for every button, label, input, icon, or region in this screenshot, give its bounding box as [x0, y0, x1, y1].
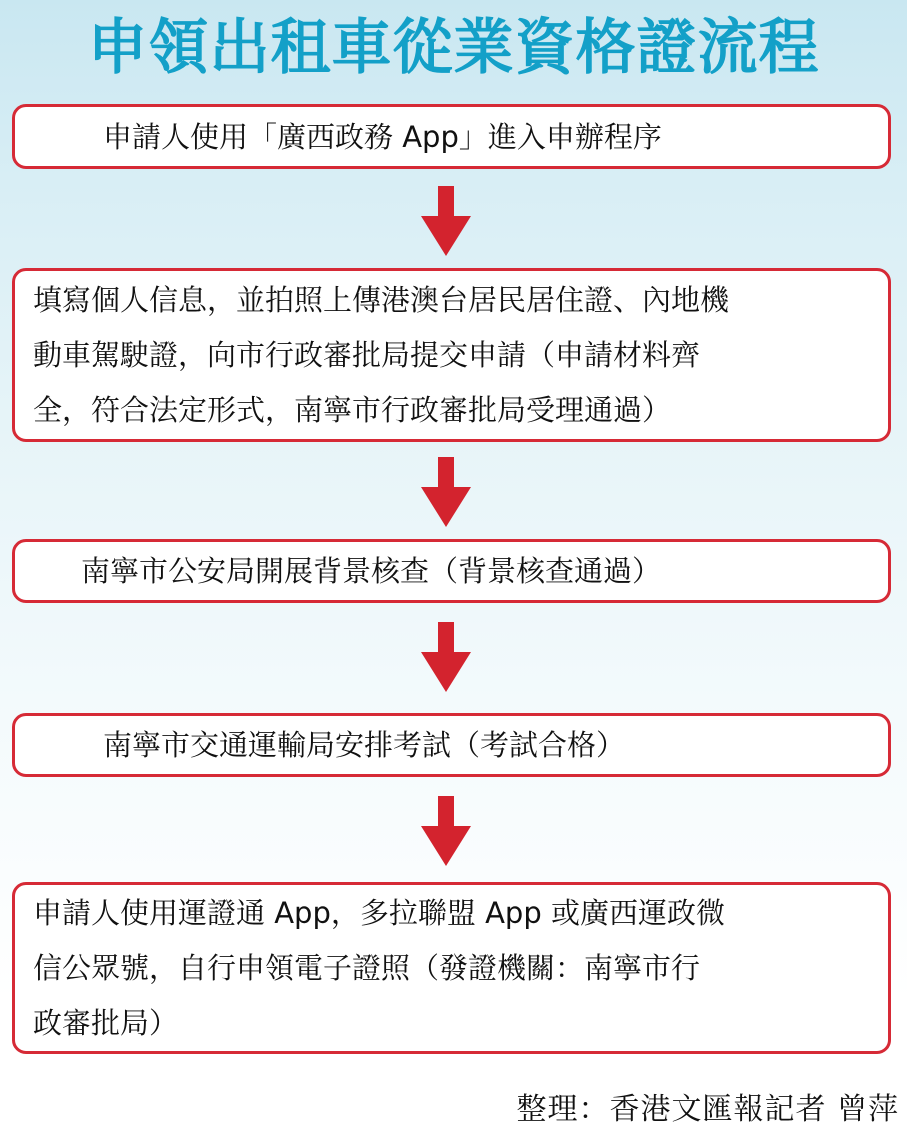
flow-step-5-line-3: 政審批局）	[33, 1005, 179, 1040]
credit-text: 整理：香港文匯報記者 曾萍	[516, 1092, 899, 1127]
flow-step-5-line-1: 申請人使用運證通 App，多拉聯盟 App 或廣西運政微	[33, 895, 725, 930]
flow-step-2-text	[33, 273, 729, 438]
flow-step-1-text	[103, 117, 662, 157]
flow-step-2-line-2: 動車駕駛證，向市行政審批局提交申請（申請材料齊	[33, 337, 701, 372]
flow-step-1-line-1: 申請人使用「廣西政務 App」進入申辦程序	[103, 119, 662, 154]
flow-step-4	[12, 713, 891, 777]
flow-step-4-line-1: 南寧市交通運輸局安排考試（考試合格）	[103, 728, 626, 762]
flow-step-5	[12, 882, 891, 1054]
flow-step-3-line-1: 南寧市公安局開展背景核查（背景核查通過）	[81, 554, 662, 588]
flow-step-3-text	[81, 551, 661, 591]
flow-step-5-line-2: 信公眾號，自行申領電子證照（發證機關：南寧市行	[33, 950, 701, 985]
arrow-down-icon	[421, 622, 471, 692]
flow-step-5-text	[33, 886, 725, 1051]
flow-step-4-text	[103, 725, 625, 765]
page-title: 申領出租車從業資格證流程	[87, 13, 820, 83]
arrow-down-icon	[421, 796, 471, 866]
flow-step-3	[12, 539, 891, 603]
flow-step-2-line-1: 填寫個人信息，並拍照上傳港澳台居民居住證、內地機	[33, 282, 730, 317]
arrow-down-icon	[421, 186, 471, 256]
arrow-down-icon	[421, 457, 471, 527]
flow-step-2-line-3: 全，符合法定形式，南寧市行政審批局受理通過）	[33, 392, 672, 427]
flow-step-1	[12, 104, 891, 169]
flow-step-2	[12, 268, 891, 442]
